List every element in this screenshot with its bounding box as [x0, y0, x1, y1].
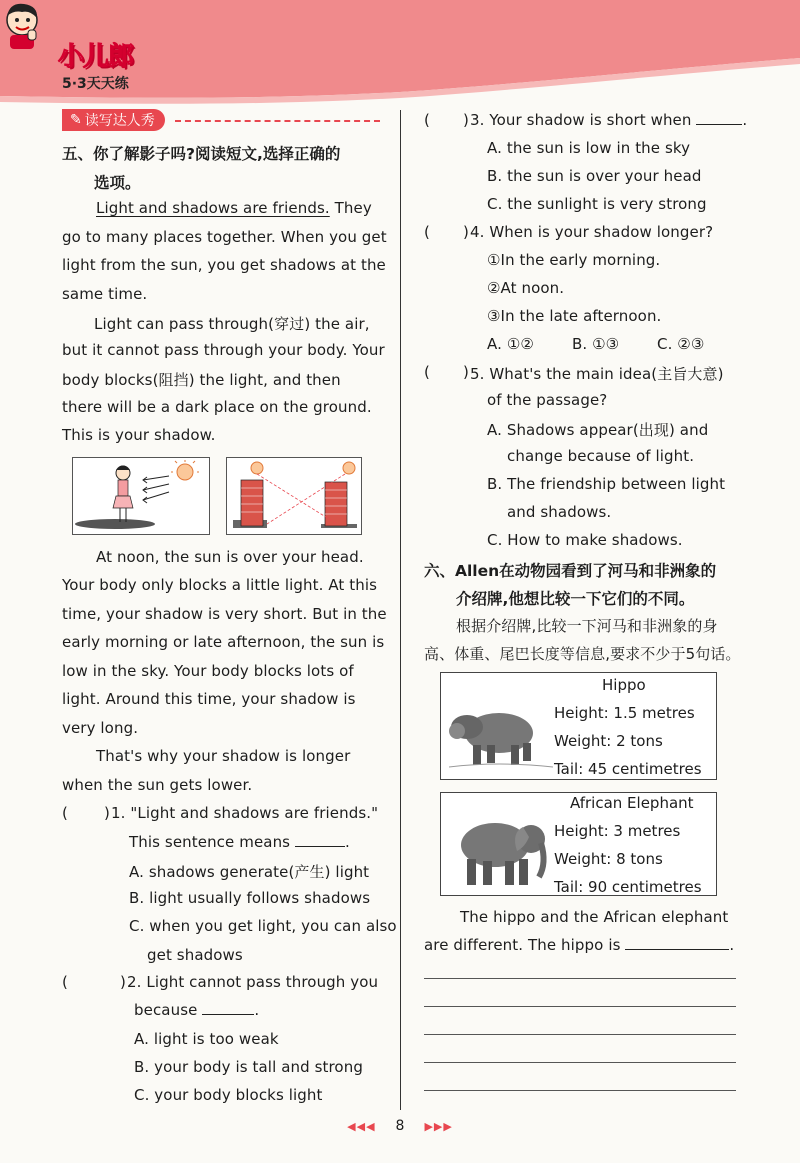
option: C. your body blocks light [134, 1086, 323, 1104]
question-5-cont: of the passage? [487, 391, 608, 409]
elephant-tail: Tail: 90 centimetres [554, 878, 702, 896]
option: C. How to make shadows. [487, 531, 683, 549]
underlined-sentence: Light and shadows are friends. [96, 199, 330, 217]
hippo-card [440, 672, 717, 780]
question-4: 4. When is your shadow longer? [470, 223, 714, 241]
page-number: 8 [395, 1118, 405, 1134]
q6-instruction-cont: 高、体重、尾巴长度等信息,要求不少于5句话。 [424, 645, 741, 663]
question-3: 3. Your shadow is short when . [470, 111, 748, 129]
q6-title-cont: 介绍牌,他想比较一下它们的不同。 [456, 590, 695, 608]
answer-start: The hippo and the African elephant [460, 908, 729, 926]
answer-paren-close[interactable]: ) [120, 973, 126, 991]
passage-line: time, your shadow is very short. But in the [62, 605, 387, 623]
passage-line: very long. [62, 719, 139, 737]
option: A. shadows generate(产生) light [129, 863, 370, 881]
passage-line: there will be a dark place on the ground. [62, 398, 372, 416]
passage-line: This is your shadow. [62, 426, 216, 444]
illustration-building-shadows [226, 457, 362, 535]
option-cont: get shadows [147, 946, 243, 964]
answer-paren-close[interactable]: ) [463, 111, 469, 129]
elephant-height: Height: 3 metres [554, 822, 681, 840]
question-1-cont: This sentence means . [129, 833, 350, 851]
hippo-height: Height: 1.5 metres [554, 704, 695, 722]
passage-line: go to many places together. When you get [62, 228, 387, 246]
arrow-right-icon: ▶▶▶ [424, 1120, 453, 1133]
answer-paren-open: ( [424, 223, 430, 241]
answer-blank[interactable] [625, 936, 729, 950]
passage-line: low in the sky. Your body blocks lots of [62, 662, 354, 680]
answer-paren-open: ( [424, 363, 430, 381]
writing-line[interactable] [424, 1090, 736, 1091]
section-label-text: 读写达人秀 [84, 113, 155, 129]
answer-paren-open: ( [62, 804, 68, 822]
passage-line: Light can pass through(穿过) the air, [94, 315, 370, 333]
elephant-weight: Weight: 8 tons [554, 850, 663, 868]
passage-line: light from the sun, you get shadows at the [62, 256, 386, 274]
pen-icon: ✎ [70, 112, 82, 128]
page-header [0, 0, 800, 112]
passage-line: when the sun gets lower. [62, 776, 253, 794]
section-divider [175, 120, 380, 122]
option: C. the sunlight is very strong [487, 195, 707, 213]
hippo-weight: Weight: 2 tons [554, 732, 663, 750]
answer-start-cont: are different. The hippo is . [424, 936, 735, 954]
option: ③In the late afternoon. [487, 307, 662, 325]
answer-blank[interactable] [696, 111, 742, 125]
answer-blank[interactable] [295, 833, 345, 847]
arrow-left-icon: ◀◀◀ [347, 1120, 376, 1133]
brand-subtitle: 5·3天天练 [62, 76, 129, 92]
passage-line: early morning or late afternoon, the sun is [62, 633, 385, 651]
option: ②At noon. [487, 279, 565, 297]
option: A. light is too weak [134, 1030, 279, 1048]
question-2-cont: because . [134, 1001, 260, 1019]
option-a: A. ①② [487, 335, 534, 353]
option: B. your body is tall and strong [134, 1058, 363, 1076]
option-cont: and shadows. [507, 503, 612, 521]
question-1: 1. "Light and shadows are friends." [111, 804, 379, 822]
q6-title: 六、Allen在动物园看到了河马和非洲象的 [424, 562, 717, 580]
writing-line[interactable] [424, 1062, 736, 1063]
answer-paren-close[interactable]: ) [104, 804, 110, 822]
q6-instruction: 根据介绍牌,比较一下河马和非洲象的身 [456, 617, 718, 635]
passage-line: body blocks(阻挡) the light, and then [62, 371, 341, 389]
option: A. the sun is low in the sky [487, 139, 691, 157]
hippo-image [449, 695, 553, 775]
passage-line: Your body only blocks a little light. At this [62, 576, 378, 594]
answer-paren-open: ( [62, 973, 68, 991]
option: A. Shadows appear(出现) and [487, 421, 709, 439]
elephant-card [440, 792, 717, 896]
passage-line: light. Around this time, your shadow is [62, 690, 356, 708]
passage-line: same time. [62, 285, 148, 303]
hippo-name: Hippo [602, 676, 646, 694]
section-label [62, 109, 165, 131]
answer-blank[interactable] [202, 1001, 254, 1015]
page-footer [0, 1118, 800, 1134]
option: B. light usually follows shadows [129, 889, 371, 907]
q5-title-cont: 选项。 [94, 174, 141, 192]
option: B. The friendship between light [487, 475, 726, 493]
answer-paren-open: ( [424, 111, 430, 129]
passage-line: That's why your shadow is longer [96, 747, 351, 765]
passage-line: Light and shadows are friends. They [96, 199, 372, 217]
writing-line[interactable] [424, 978, 736, 979]
writing-line[interactable] [424, 1006, 736, 1007]
brand-title: 小儿郎 [58, 42, 134, 72]
option-c: C. ②③ [657, 335, 705, 353]
hippo-tail: Tail: 45 centimetres [554, 760, 702, 778]
question-5: 5. What's the main idea(主旨大意) [470, 365, 724, 383]
answer-paren-close[interactable]: ) [463, 363, 469, 381]
option: C. when you get light, you can also [129, 917, 397, 935]
elephant-name: African Elephant [570, 794, 694, 812]
passage-line: but it cannot pass through your body. Your [62, 341, 385, 359]
option-cont: change because of light. [507, 447, 695, 465]
option: B. the sun is over your head [487, 167, 702, 185]
option-b: B. ①③ [572, 335, 620, 353]
column-divider [400, 110, 401, 1110]
illustration-girl-shadow [72, 457, 210, 535]
passage-line: At noon, the sun is over your head. [96, 548, 364, 566]
question-2: 2. Light cannot pass through you [127, 973, 379, 991]
elephant-image [451, 807, 555, 891]
mascot-icon [0, 0, 44, 52]
option: ①In the early morning. [487, 251, 661, 269]
q5-title: 五、你了解影子吗?阅读短文,选择正确的 [62, 145, 341, 163]
answer-paren-close[interactable]: ) [463, 223, 469, 241]
writing-line[interactable] [424, 1034, 736, 1035]
